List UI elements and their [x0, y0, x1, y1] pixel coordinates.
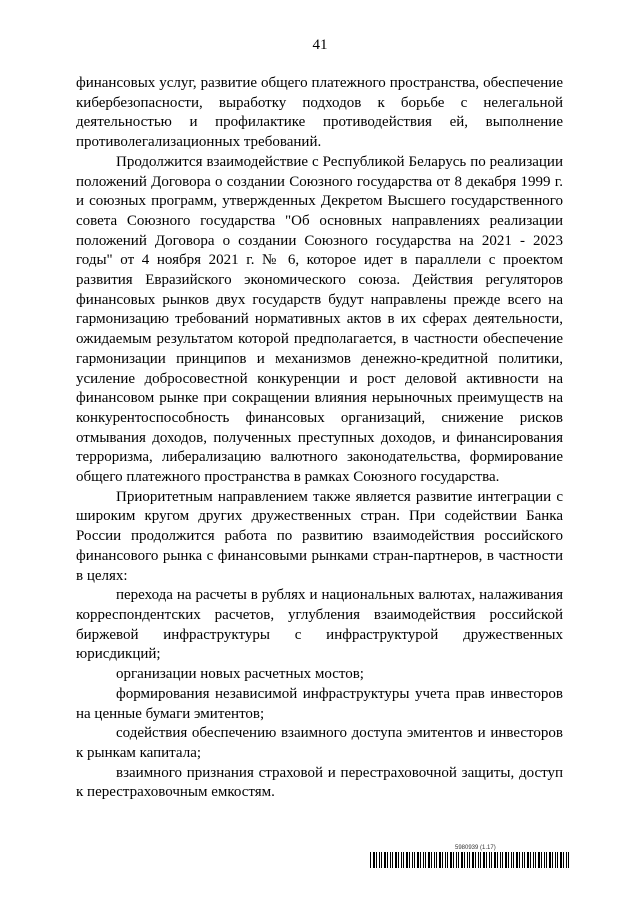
list-item-3: формирования независимой инфраструктуры учета прав инвесторов на ценные бумаги эмитентов;: [76, 685, 563, 722]
footer-code: 5980939 (1.17): [455, 845, 496, 851]
paragraph-2: Продолжится взаимодействие с Республикой Беларусь по реализации положений Договора о создании Союзного государства от 8 декабря 1999 г. и союзных программ, утвержденных Декретом Высшего государственного совета Союзного государства "Об основных направлениях реализации положений Договора о создании Союзного государства на 2021 - 2023 годы" от 4 ноября 2021 г. № 6, которое идет в параллели с проектом развития Евразийского экономического союза. Действия регуляторов финансовых рынков двух государств будут направлены прежде всего на гармонизацию требований нормативных актов в их сферах деятельности, ожидаемым результатом которой предполагается, в частности обеспечение гармонизации принципов и механизмов денежно-кредитной политики, усиление добросовестной конкуренции и рост деловой активности на финансовом рынке при сокращении влияния нерыночных преимуществ на конкурентоспособность финансовых организаций, снижение рисков отмывания доходов, полученных преступных доходов, и финансирования терроризма, либерализацию валютного законодательства, формирование общего платежного пространства в рамках Союзного государства.: [76, 153, 563, 486]
paragraph-1: финансовых услуг, развитие общего платежного пространства, обеспечение кибербезопасности, выработку подходов к борьбе с нелегальной деятельностью и профилактике противодействия ей, выполнение противолегализационных требований.: [76, 75, 563, 151]
list-item-4: содействия обеспечению взаимного доступа эмитентов и инвесторов к рынкам капитала;: [76, 725, 563, 761]
page-number: 41: [312, 37, 328, 53]
paragraph-3: Приоритетным направлением также является развитие интеграции с широким кругом других дружественных стран. При содействии Банка России продолжится работа по развитию взаимодействия российского финансового рынка с финансовыми рынками стран-партнеров, в частности в целях:: [76, 488, 563, 584]
barcode: [370, 852, 570, 868]
list-item-1: перехода на расчеты в рублях и национальных валютах, налаживания корреспондентских расчетов, углубления взаимодействия российской биржевой инфраструктуры с инфраструктурой дружественных юрисдикций;: [76, 587, 563, 663]
text-block: [76, 74, 563, 803]
list-item-5: взаимного признания страховой и перестраховочной защиты, доступ к перестраховочным емкостям.: [76, 764, 563, 801]
list-item-2: организации новых расчетных мостов;: [116, 666, 364, 683]
